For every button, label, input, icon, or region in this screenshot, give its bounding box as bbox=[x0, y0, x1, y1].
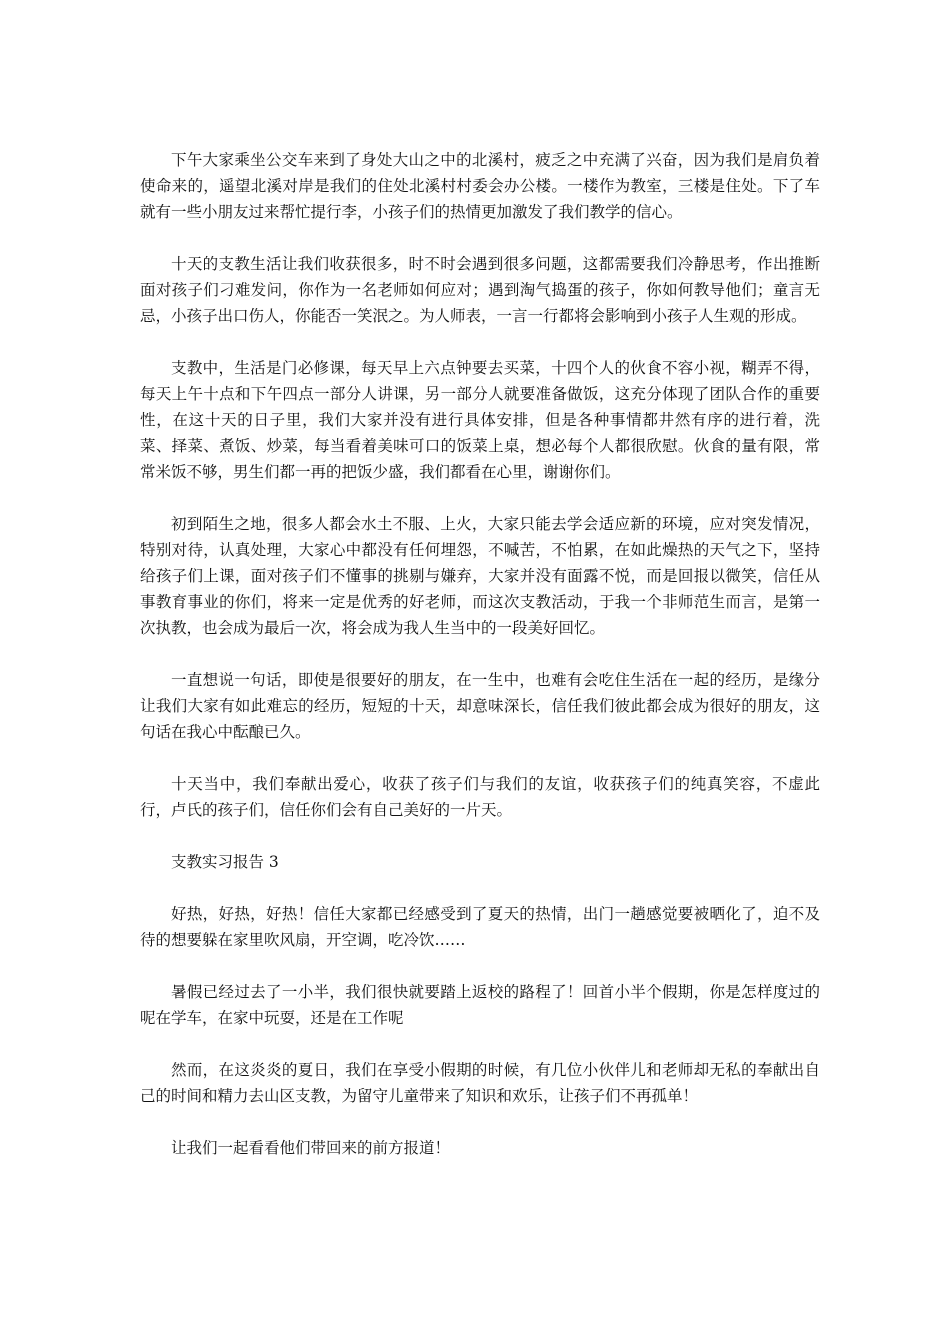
paragraph-ten-days-gains: 十天的支教生活让我们收获很多，时不时会遇到很多问题，这都需要我们冷静思考，作出推断面对孩子们刁难发问，你作为一名老师如何应对；遇到淘气捣蛋的孩子，你如何教导他们；童言无忌，小孩子出口伤人，你能否一笑泯之。为人师表，一言一行都将会影响到小孩子人生观的形成。 bbox=[140, 255, 820, 325]
document-body bbox=[140, 147, 820, 1187]
paragraph-volunteers: 然而，在这炎炎的夏日，我们在享受小假期的时候，有几位小伙伴儿和老师却无私的奉献出自己的时间和精力去山区支教，为留守儿童带来了知识和欢乐，让孩子们不再孤单！ bbox=[140, 1061, 820, 1105]
section-heading: 支教实习报告 3 bbox=[171, 853, 279, 871]
paragraph-summer-heat: 好热，好热，好热！信任大家都已经感受到了夏天的热情，出门一趟感觉要被晒化了，迫不及待的想要躲在家里吹风扇，开空调，吃冷饮…… bbox=[140, 905, 820, 949]
paragraph-adaptation: 初到陌生之地，很多人都会水土不服、上火，大家只能去学会适应新的环境，应对突发情况，特别对待，认真处理，大家心中都没有任何埋怨，不喊苦，不怕累，在如此燥热的天气之下，坚持给孩子们上课，面对孩子们不懂事的挑剔与嫌弃，大家并没有面露不悦，而是回报以微笑，信任从事教育事业的你们，将来一定是优秀的好老师，而这次支教活动，于我一个非师范生而言，是第一次执教，也会成为最后一次，将会成为我人生当中的一段美好回忆。 bbox=[140, 515, 820, 637]
paragraph-conclusion: 十天当中，我们奉献出爱心，收获了孩子们与我们的友谊，收获孩子们的纯真笑容，不虚此行，卢氏的孩子们，信任你们会有自己美好的一片天。 bbox=[140, 775, 820, 819]
paragraph-summer-half: 暑假已经过去了一小半，我们很快就要踏上返校的路程了！回首小半个假期，你是怎样度过的呢在学车，在家中玩耍，还是在工作呢 bbox=[140, 983, 820, 1027]
paragraph-arrival: 下午大家乘坐公交车来到了身处大山之中的北溪村，疲乏之中充满了兴奋，因为我们是肩负着使命来的，遥望北溪对岸是我们的住处北溪村村委会办公楼。一楼作为教室，三楼是住处。下了车就有一些小朋友过来帮忙提行李，小孩子们的热情更加激发了我们教学的信心。 bbox=[140, 151, 820, 221]
paragraph-friendship: 一直想说一句话，即使是很要好的朋友，在一生中，也难有会吃住生活在一起的经历，是缘分让我们大家有如此难忘的经历，短短的十天，却意味深长，信任我们彼此都会成为很好的朋友，这句话在我心中酝酿已久。 bbox=[140, 671, 820, 741]
paragraph-daily-life: 支教中，生活是门必修课，每天早上六点钟要去买菜，十四个人的伙食不容小视，糊弄不得，每天上午十点和下午四点一部分人讲课，另一部分人就要准备做饭，这充分体现了团队合作的重要性，在这十天的日子里，我们大家并没有进行具体安排，但是各种事情都井然有序的进行着，洗菜、择菜、煮饭、炒菜，每当看着美味可口的饭菜上桌，想必每个人都很欣慰。伙食的量有限，常常米饭不够，男生们都一再的把饭少盛，我们都看在心里，谢谢你们。 bbox=[140, 359, 820, 481]
paragraph-report-intro: 让我们一起看看他们带回来的前方报道！ bbox=[171, 1139, 451, 1157]
